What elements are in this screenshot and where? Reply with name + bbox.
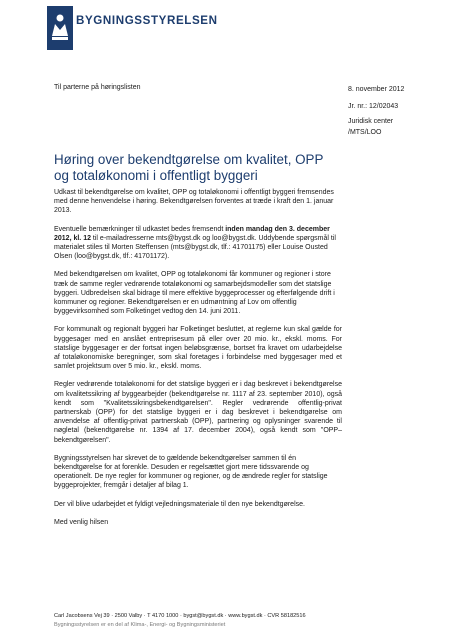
paragraph-merge: Bygningsstyrelsen har skrevet de to gældende bekendtgørelser sammen til én bekendtgørelse for at forenkle. Desuden er regelsættet gjort mere tidssvarende og operationelt. De nye regler for kommuner og regioner, og de ændrede regler for statslige byggeprojekter, fremgår i detaljer af bilag 1. — [54, 454, 328, 490]
department-initials: /MTS/LOO — [348, 129, 382, 136]
journal-number: Jr. nr.: 12/02043 — [348, 103, 399, 110]
logo — [47, 6, 218, 50]
deadline-date: inden mandag den 3. december 2012, kl. 12 — [54, 225, 330, 242]
footer-ministry: Bygningsstyrelsen er en del af Klima-, Energi- og Bygningsministeriet — [54, 621, 226, 628]
letter-meta — [348, 84, 448, 144]
deadline-text-b: til e-mailadresserne mts@bygst.dk og loo@bygst.dk. Uddybende spørgsmål til materialet stiles til Morten Steffensen (mts@bygst.dk, tlf.: 41701175) eller Louise Ousted Olsen (loo@bygst.dk, tlf.: 41701172). — [54, 234, 336, 261]
paragraph-guidance: Der vil blive udarbejdet et fyldigt vejledningsmateriale til den nye bekendtgørelse. — [54, 500, 305, 508]
letter-body — [54, 188, 342, 536]
footer-address: Carl Jacobsens Vej 39 · 2500 Valby · T 4170 1000 · bygst@bygst.dk · www.bygst.dk · CVR 58182516 — [54, 613, 306, 619]
department: Juridisk center — [348, 118, 394, 125]
paragraph-intro: Udkast til bekendtgørelse om kvalitet, OPP og totaløkonomi i offentligt byggeri fremsendes med denne henvendelse i høring. Bekendtgørelsen forventes at træde i kraft den 1. januar 2013. — [54, 189, 334, 215]
document-title: Høring over bekendtgørelse om kvalitet, OPP og totaløkonomi i offentligt byggeri — [54, 152, 324, 183]
paragraph-purpose: Med bekendtgørelsen om kvalitet, OPP og totaløkonomi får kommuner og regioner i store træk de samme regler vedrørende totaløkonomi og samarbejdsmodeller som det statslige byggeri. Udbredelsen skal bidrage til mere effektive byggeprocesser og efterfølgende drift i kommuner og regioner. Bekendtgørelsen er en udmøntning af Lov om offentlig byggevirksomhed som Folketinget vedtog den 14. juni 2011. — [54, 271, 335, 316]
paragraph-current-rules: Regler vedrørende totaløkonomi for det statslige byggeri er i dag beskrevet i bekendtgørelse om kvalitetssikring af byggearbejder (bekendtgørelse nr. 1117 af 23. september 2010), også kendt som "Kvalitetssikringsbekendtgørelsen". Regler vedrørende offentlig-privat partnerskab (OPP) for det statslige byggeri er i dag beskrevet i bekendtgørelse om anvendelse af offentlig-privat partnerskab (OPP), partnering og oplysninger svarende til nøgletal (bekendtgørelse nr. 1394 af 17. december 2004), også kendt som "OPP–bekendtgørelsen". — [54, 381, 342, 444]
closing-greeting: Med venlig hilsen — [54, 518, 109, 526]
paragraph-deadline — [54, 225, 342, 262]
brand-name: BYGNINGSSTYRELSEN — [76, 14, 218, 27]
letter-date: 8. november 2012 — [348, 86, 405, 93]
deadline-text-a: Eventuelle bemærkninger til udkastet bedes fremsendt — [54, 225, 226, 233]
recipient-line: Til parterne på høringslisten — [54, 84, 141, 91]
footer — [54, 612, 306, 629]
crown-logo-icon — [47, 6, 73, 50]
paragraph-threshold: For kommunalt og regionalt byggeri har Folketinget besluttet, at reglerne kun skal gælde for byggesager med en anslået entreprisesum på eller over 20 mio. kr., ekskl. moms. For statslige byggesager er der fortsat ingen beløbsgrænse, bortset fra kravet om udarbejdelse af totaløkonomiske beregninger, som skal foretages i forbindelse med byggesager med et samlet projektsum over 5 mio. kr., ekskl. moms. — [54, 326, 342, 371]
